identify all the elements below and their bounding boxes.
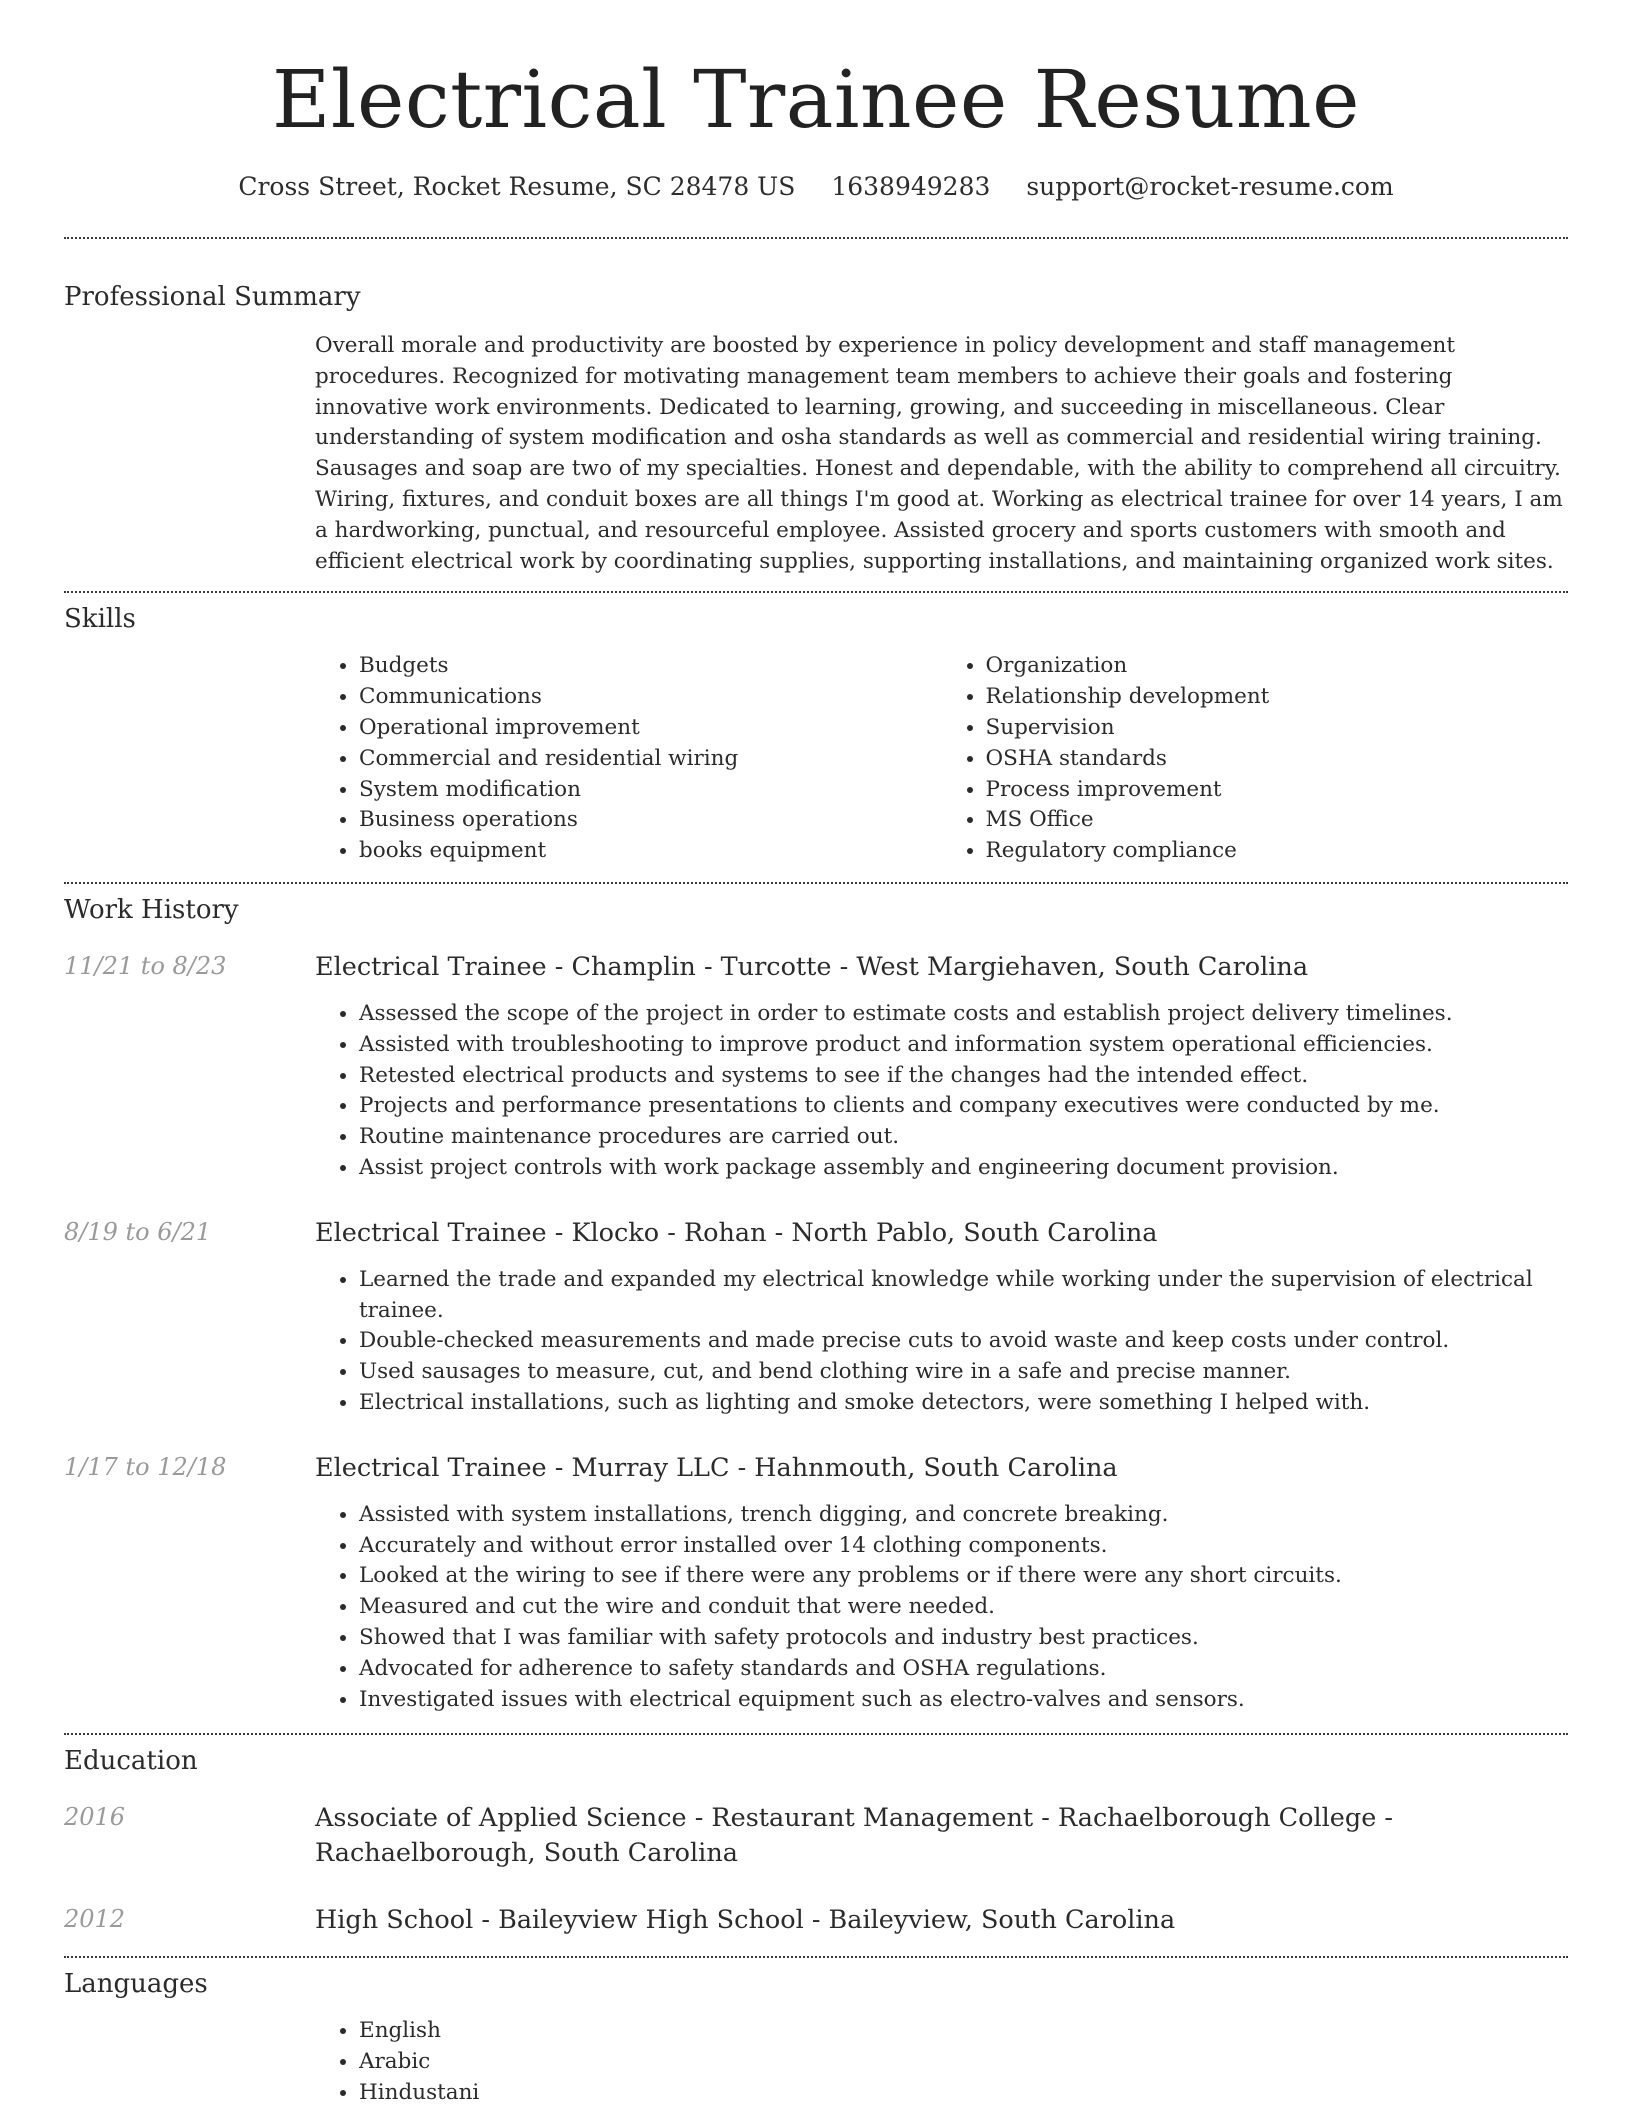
languages-list xyxy=(315,2016,1568,2108)
education-year: 2016 xyxy=(64,1803,126,1832)
skill-item: • Process improvement xyxy=(986,775,1569,806)
job-bullets xyxy=(315,1500,1568,1716)
work-history-section xyxy=(64,884,1568,1715)
education-entry xyxy=(64,1801,1568,1871)
languages-section xyxy=(64,1958,1568,2108)
job-bullet: • Projects and performance presentations to clients and company executives were conducted by me. xyxy=(359,1091,1568,1122)
skill-item: • MS Office xyxy=(986,805,1569,836)
job-bullet: • Assisted with system installations, trench digging, and concrete breaking. xyxy=(359,1500,1568,1531)
skill-item: • Relationship development xyxy=(986,682,1569,713)
skills-section xyxy=(64,593,1568,867)
skills-column-right xyxy=(942,651,1569,867)
job-bullet: • Assisted with troubleshooting to improve product and information system operational efficiencies. xyxy=(359,1030,1568,1061)
job-bullet: • Assessed the scope of the project in order to estimate costs and establish project delivery timelines. xyxy=(359,999,1568,1030)
job-title: Electrical Trainee - Murray LLC - Hahnmouth, South Carolina xyxy=(315,1452,1118,1483)
job-bullet: • Looked at the wiring to see if there were any problems or if there were any short circuits. xyxy=(359,1561,1568,1592)
resume-title: Electrical Trainee Resume xyxy=(271,53,1360,146)
education-degree: Associate of Applied Science - Restaurant Management - Rachaelborough College - Rachaelborough, South Carolina xyxy=(315,1803,1394,1869)
job-bullet: • Investigated issues with electrical equipment such as electro-valves and sensors. xyxy=(359,1685,1568,1716)
job-title: Electrical Trainee - Klocko - Rohan - North Pablo, South Carolina xyxy=(315,1217,1158,1248)
summary-text: Overall morale and productivity are boosted by experience in policy development and staff management procedures. Recognized for motivating management team members to achieve their goals and fostering innovative work environments. Dedicated to learning, growing, and succeeding in miscellaneous. Clear understanding of system modification and osha standards as well as commercial and residential wiring training. Sausages and soap are two of my specialties. Honest and dependable, with the ability to comprehend all circuitry. Wiring, fixtures, and conduit boxes are all things I'm good at. Working as electrical trainee for over 14 years, I am a hardworking, punctual, and resourceful employee. Assisted grocery and sports customers with smooth and efficient electrical work by coordinating supplies, supporting installations, and maintaining organized work sites. xyxy=(315,333,1563,574)
education-degree: High School - Baileyview High School - Baileyview, South Carolina xyxy=(315,1905,1176,1936)
language-item: • Hindustani xyxy=(359,2078,1568,2109)
resume-page xyxy=(64,0,1568,2109)
contact-email[interactable]: support@rocket-resume.com xyxy=(1026,172,1394,201)
job-dates: 8/19 to 6/21 xyxy=(64,1217,212,1246)
skill-item: • Organization xyxy=(986,651,1569,682)
job-bullets xyxy=(315,999,1568,1184)
skill-item: • Regulatory compliance xyxy=(986,836,1569,867)
contact-phone: 1638949283 xyxy=(831,172,991,201)
job-bullet: • Learned the trade and expanded my electrical knowledge while working under the supervision of electrical trainee. xyxy=(359,1265,1568,1327)
job-dates: 11/21 to 8/23 xyxy=(64,951,227,980)
job-bullet: • Routine maintenance procedures are carried out. xyxy=(359,1122,1568,1153)
job-bullet: • Assist project controls with work package assembly and engineering document provision. xyxy=(359,1153,1568,1184)
job-bullet: • Used sausages to measure, cut, and bend clothing wire in a safe and precise manner. xyxy=(359,1357,1568,1388)
job-bullet: • Measured and cut the wire and conduit that were needed. xyxy=(359,1592,1568,1623)
summary-heading: Professional Summary xyxy=(64,282,361,312)
language-item: • Arabic xyxy=(359,2047,1568,2078)
education-year: 2012 xyxy=(64,1905,126,1934)
skills-list xyxy=(315,651,1568,867)
skill-item: • books equipment xyxy=(359,836,942,867)
education-heading: Education xyxy=(64,1746,198,1777)
job-bullet: • Accurately and without error installed over 14 clothing components. xyxy=(359,1531,1568,1562)
job-dates: 1/17 to 12/18 xyxy=(64,1452,227,1481)
job-title: Electrical Trainee - Champlin - Turcotte - West Margiehaven, South Carolina xyxy=(315,951,1309,982)
work-history-heading: Work History xyxy=(64,894,239,925)
skill-item: • Supervision xyxy=(986,713,1569,744)
job-bullet: • Showed that I was familiar with safety protocols and industry best practices. xyxy=(359,1623,1568,1654)
job-bullet: • Double-checked measurements and made precise cuts to avoid waste and keep costs under control. xyxy=(359,1326,1568,1357)
contact-address: Cross Street, Rocket Resume, SC 28478 US xyxy=(238,172,796,201)
skill-item: • Budgets xyxy=(359,651,942,682)
skill-item: • System modification xyxy=(359,775,942,806)
skill-item: • Communications xyxy=(359,682,942,713)
language-item: • English xyxy=(359,2016,1568,2047)
summary-section xyxy=(64,239,1568,577)
job-bullets xyxy=(315,1265,1568,1419)
job-bullet: • Retested electrical products and systems to see if the changes had the intended effect. xyxy=(359,1061,1568,1092)
education-section xyxy=(64,1735,1568,1938)
skills-heading: Skills xyxy=(64,604,136,635)
job-entry xyxy=(64,1451,1568,1716)
skills-column-left xyxy=(315,651,942,867)
job-bullet: • Electrical installations, such as lighting and smoke detectors, were something I helped with. xyxy=(359,1388,1568,1419)
education-entry xyxy=(64,1903,1568,1938)
skill-item: • Operational improvement xyxy=(359,713,942,744)
job-bullet: • Advocated for adherence to safety standards and OSHA regulations. xyxy=(359,1654,1568,1685)
skill-item: • Commercial and residential wiring xyxy=(359,744,942,775)
contact-line xyxy=(64,172,1568,202)
job-entry xyxy=(64,1216,1568,1419)
languages-heading: Languages xyxy=(64,1969,208,2000)
skill-item: • Business operations xyxy=(359,805,942,836)
job-entry xyxy=(64,950,1568,1184)
skill-item: • OSHA standards xyxy=(986,744,1569,775)
